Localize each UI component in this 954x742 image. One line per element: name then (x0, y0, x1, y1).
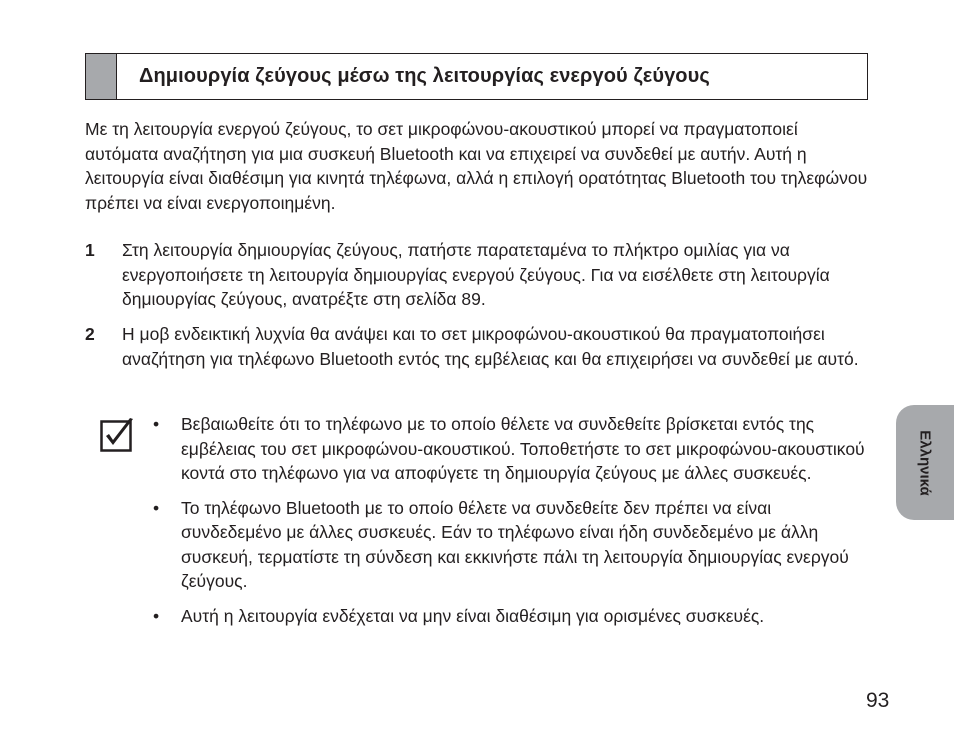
step-2 (85, 322, 885, 371)
note-text: Βεβαιωθείτε ότι το τηλέφωνο με το οποίο θέλετε να συνδεθείτε βρίσκεται εντός της εμβέλειας του σετ μικροφώνου-ακουστικού. Τοποθετήστε το σετ μικροφώνου-ακουστικού κοντά στο τηλέφωνο για να αποφύγετε τη δημιουργία ζεύγους με άλλες συσκευές. (181, 414, 865, 483)
note-list (153, 412, 873, 628)
step-number: 1 (85, 240, 95, 260)
note-text: Αυτή η λειτουργία ενδέχεται να μην είναι διαθέσιμη για ορισμένες συσκευές. (181, 605, 765, 626)
section-heading-box (85, 53, 868, 100)
intro-paragraph: Με τη λειτουργία ενεργού ζεύγους, το σετ μικροφώνου-ακουστικού μπορεί να πραγματοποιεί αυτόματα αναζήτηση για μια συσκευή Bluetooth και να επιχειρεί να συνδεθεί με αυτήν. Αυτή η λειτουργία είναι διαθέσιμη για κινητά τηλέφωνα, αλλά η επιλογή ορατότητας Bluetooth του τηλεφώνου πρέπει να είναι ενεργοποιημένη. (85, 119, 868, 213)
step-number: 2 (85, 324, 95, 344)
bullet-icon: • (153, 497, 160, 518)
checkbox-check-icon (100, 417, 136, 453)
note-item (153, 604, 873, 629)
note-text: Το τηλέφωνο Bluetooth με το οποίο θέλετε να συνδεθείτε δεν πρέπει να είναι συνδεδεμένο με άλλες συσκευές. Εάν το τηλέφωνο είναι ήδη συνδεδεμένο με άλλη συσκευή, τερματίστε τη σύνδεση και εκκινήστε πάλι τη λειτουργία δημιουργίας ενεργού ζεύγους. (181, 497, 849, 591)
heading-tab-marker (86, 54, 117, 99)
bullet-icon: • (153, 414, 160, 434)
step-1 (85, 238, 885, 312)
section-heading: Δημιουργία ζεύγους μέσω της λειτουργίας ενεργού ζεύγους (139, 65, 710, 87)
bullet-icon: • (153, 605, 160, 626)
note-item (153, 496, 873, 594)
note-item (153, 412, 873, 486)
language-side-tab (896, 405, 954, 520)
step-text: Η μοβ ενδεικτική λυχνία θα ανάψει και το σετ μικροφώνου-ακουστικού θα πραγματοποιήσει αναζήτηση για τηλέφωνο Bluetooth εντός της εμβέλειας και θα επιχειρήσει να συνδεθεί με αυτό. (122, 324, 859, 369)
page-number: 93 (866, 689, 890, 712)
step-text: Στη λειτουργία δημιουργίας ζεύγους, πατήστε παρατεταμένα το πλήκτρο ομιλίας για να ενεργοποιήσετε τη λειτουργία δημιουργίας ενεργού ζεύγους. Για να εισέλθετε στη λειτουργία δημιουργίας ζεύγους, ανατρέξτε στη σελίδα 89. (122, 240, 830, 309)
language-label: Ελληνικά (916, 429, 934, 496)
